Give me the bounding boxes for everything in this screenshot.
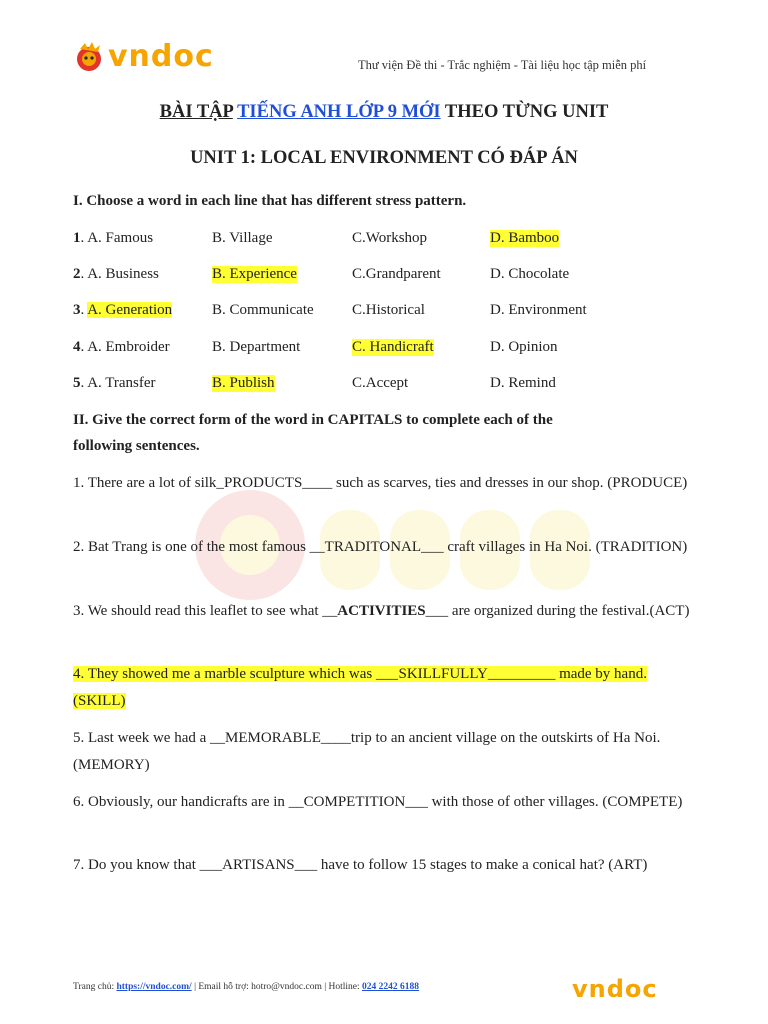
- sentence-item-highlighted: 4. They showed me a marble sculpture which was ___SKILLFULLY_________ made by hand. (SKILL): [73, 666, 647, 709]
- header-tagline: Thư viện Đề thi - Trắc nghiệm - Tài liệu học tập miễn phí: [358, 58, 647, 72]
- unit-title: UNIT 1: LOCAL ENVIRONMENT CÓ ĐÁP ÁN: [190, 148, 578, 168]
- option-c-answer: C. Handicraft: [352, 339, 434, 355]
- section-2-heading-line2: following sentences.: [73, 438, 200, 454]
- answer-word: PRODUCTS: [223, 475, 303, 491]
- sentence-item: 7. Do you know that ___ARTISANS___ have to follow 15 stages to make a conical hat? (ART): [73, 857, 648, 873]
- option-d: D. Opinion: [490, 339, 558, 355]
- logo-text: vndoc: [108, 39, 214, 74]
- option-a-answer: 3. A. Generation: [73, 302, 173, 318]
- question-number: 1: [73, 230, 81, 246]
- footer-hotline-link[interactable]: 024 2242 6188: [362, 982, 420, 992]
- sentence-item: 5. Last week we had a __MEMORABLE____trip to an ancient village on the outskirts of Ha Noi. (MEMORY): [73, 730, 661, 773]
- answer-word: MEMORABLE: [225, 730, 321, 746]
- option-b: B. Communicate: [212, 302, 314, 318]
- option-a: 5. A. Transfer: [73, 375, 156, 391]
- answer-word: COMPETITION: [303, 794, 406, 810]
- option-c: C.Historical: [352, 302, 425, 318]
- sentence-item: 6. Obviously, our handicrafts are in __COMPETITION___ with those of other villages. (COMPETE): [73, 794, 683, 810]
- mascot-logo-icon: [72, 40, 106, 74]
- option-b: B. Department: [212, 339, 301, 355]
- footer-logo: vndoc: [572, 975, 658, 1003]
- answer-word: ARTISANS: [222, 857, 295, 873]
- question-number: 4: [73, 339, 81, 355]
- option-d: D. Remind: [490, 375, 556, 391]
- option-b-answer: B. Publish: [212, 375, 275, 391]
- sentence-item: 3. We should read this leaflet to see what __ACTIVITIES___ are organized during the festival.(ACT): [73, 603, 690, 619]
- footer-home-link[interactable]: https://vndoc.com/: [116, 982, 192, 992]
- option-a: 2. A. Business: [73, 266, 159, 282]
- option-a: 1. A. Famous: [73, 230, 154, 246]
- question-number: 5: [73, 375, 81, 391]
- option-d: D. Chocolate: [490, 266, 570, 282]
- footer-home-label: Trang chủ:: [73, 982, 115, 992]
- vndoc-logo[interactable]: [72, 40, 214, 74]
- page-title: [0, 102, 768, 123]
- title-prefix: BÀI TẬP: [159, 102, 233, 122]
- option-a: 4. A. Embroider: [73, 339, 170, 355]
- footer-email: | Email hỗ trợ: hotro@vndoc.com | Hotline:: [194, 982, 360, 992]
- option-c: C.Grandparent: [352, 266, 441, 282]
- page-footer: [73, 982, 419, 992]
- option-d: D. Environment: [490, 302, 587, 318]
- title-suffix: THEO TỪNG UNIT: [444, 102, 609, 122]
- option-c: C.Accept: [352, 375, 409, 391]
- option-b-answer: B. Experience: [212, 266, 297, 282]
- answer-word: ACTIVITIES: [337, 603, 426, 619]
- sentence-item: 1. There are a lot of silk_PRODUCTS____ such as scarves, ties and dresses in our shop. (PRODUCE): [73, 475, 688, 491]
- sentence-item: 2. Bat Trang is one of the most famous __TRADITONAL___ craft villages in Ha Noi. (TRADITION): [73, 539, 688, 555]
- section-1-heading: I. Choose a word in each line that has different stress pattern.: [73, 193, 467, 209]
- option-b: B. Village: [212, 230, 273, 246]
- option-d-answer: D. Bamboo: [490, 230, 560, 246]
- question-number: 3: [73, 302, 81, 318]
- section-2-heading-line1: II. Give the correct form of the word in CAPITALS to complete each of the: [73, 412, 553, 428]
- title-link[interactable]: TIẾNG ANH LỚP 9 MỚI: [237, 102, 441, 122]
- option-c: C.Workshop: [352, 230, 428, 246]
- answer-word: SKILLFULLY: [398, 666, 488, 682]
- question-number: 2: [73, 266, 81, 282]
- answer-word: TRADITONAL: [324, 539, 422, 555]
